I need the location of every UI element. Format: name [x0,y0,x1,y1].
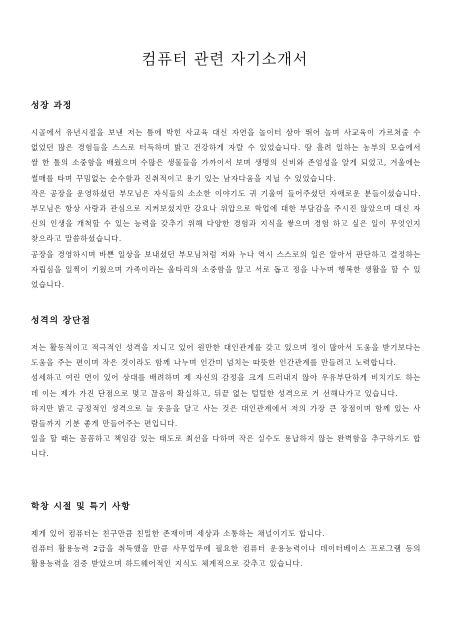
section-heading: 성장 과정 [31,101,73,111]
section-heading: 학창 시절 및 특기 사항 [31,502,131,512]
paragraph: 하지만 밝고 긍정적인 성격으로 늘 웃음을 달고 사는 것은 대인관계에서 저의 가장 큰 장점이며 함께 있는 사람들까지 기분 좋게 만들어주는 편입니다. [31,403,421,429]
paragraph: 컴퓨터 활용능력 2급을 취득했을 만큼 사무업무에 필요한 컴퓨터 운용능력이나 데이터베이스 프로그램 등의 활용능력을 검증 받았으며 하드웨어적인 지식도 체계적으로 갖추고 있습니다. [31,544,421,569]
section-heading: 성격의 장단점 [31,316,91,326]
paragraph: 저는 활동적이고 적극적인 성격을 지니고 있어 원만한 대인관계를 갖고 있으며 정이 많아서 도움을 받기보다는 도움을 주는 편이며 작은 것이라도 함께 나누며 인간미 넘치는 따뜻한 인간관계를 만들려고 노력합니다. [31,343,421,368]
section-personality [31,314,421,462]
paragraph: 작은 공장을 운영하셨던 부모님은 자식들의 소소한 이야기도 귀 기울여 들어주셨던 자애로운 분들이셨습니다. 부모님은 항상 사랑과 관심으로 지켜보셨지만 강요나 위압으로 학업에 대한 부담감을 주시진 않았으며 대신 자신의 인생을 개척할 수 있는 능력을 갖추기 위해 다양한 경험과 지식을 쌓으며 경험 하고 싶은 일이 무엇인지 찾으라고 말씀하셨습니다. [31,188,421,244]
paragraph: 일을 할 때는 꼼꼼하고 책임감 있는 태도로 최선을 다하며 작은 실수도 용납하지 않는 완벽함을 추구하기도 합니다. [31,434,421,459]
paragraph: 섬세하고 여린 면이 있어 상대를 배려하며 제 자신의 감정을 크게 드러내지 않아 우유부단하게 비치기도 하는데 이는 제가 가진 단점으로 몇고 끊음이 확실하고, 뒤끝 없는 털털한 성격으로 거 선해나가고 있습니다. [31,373,421,398]
section-growth [31,99,421,292]
paragraph: 시골에서 유년시절을 보낸 저는 틈에 박힌 사교육 대신 자연을 놀이터 삼아 뛰어 놀며 사교육이 가르쳐줄 수 없었던 많은 경험들을 스스로 터득하며 밝고 건강하게 자랄 수 있었습니다. 땀 흘려 일하는 농부의 모습에서 쌀 한 톨의 소중함을 배웠으며 수많은 생물들을 가까이서 보며 생명의 신비와 존엄성을 알게 되었고, 겨울에는 썰매를 타며 꾸밈없는 순수함과 진취적이고 용기 있는 남자다움을 지닐 수 있었습니다. [31,128,421,183]
document-title: 컴퓨터 관련 자기소개서 [141,50,309,68]
paragraph: 공장을 경영하시며 바쁜 일상을 보내셨던 부모님처럼 저와 누나 역시 스스로의 일은 알아서 판단하고 결정하는 자립심을 일찍이 키웠으며 가족이라는 울타리의 소중함을 알고 서로 돕고 정을 나누며 행복한 생활을 할 수 있었습니다. [31,249,421,290]
section-education-skills [31,500,421,572]
paragraph: 제게 있어 컴퓨터는 친구만큼 친밀한 존재이며 세상과 소통하는 채널이기도 합니다. [31,529,326,538]
